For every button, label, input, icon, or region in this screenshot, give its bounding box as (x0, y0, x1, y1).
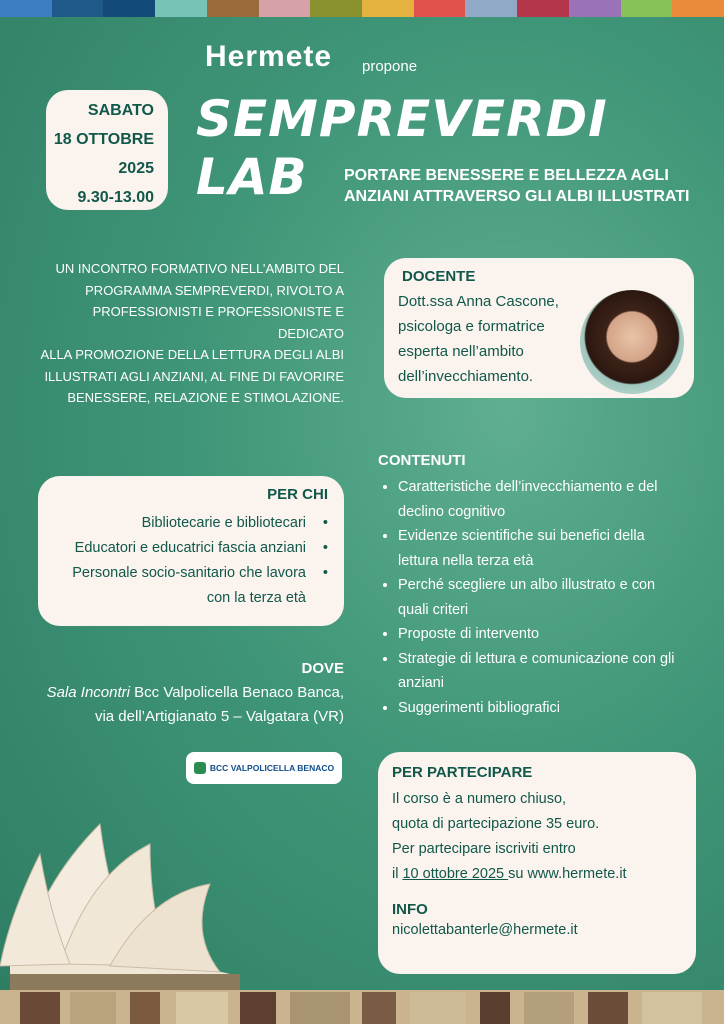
date-year: 2025 (118, 160, 154, 177)
list-item: • Evidenze scientifiche sui benefici della lettura nella terza età (398, 524, 678, 573)
subtitle (344, 165, 704, 207)
color-stripe (414, 0, 466, 17)
docente-title: DOCENTE (402, 268, 476, 285)
date-day: SABATO (87, 102, 154, 119)
intro-line: UN INCONTRO FORMATIVO NELL’AMBITO DEL (55, 261, 344, 276)
title-lab: LAB (196, 148, 308, 206)
docente-photo (580, 290, 684, 394)
color-stripe (52, 0, 104, 17)
color-stripe (103, 0, 155, 17)
list-item: • Suggerimenti bibliografici (398, 696, 678, 721)
dove-section (30, 660, 344, 729)
date-box (46, 90, 168, 210)
book-spines (0, 990, 724, 1024)
docente-line: Dott.ssa Anna Cascone, (398, 293, 559, 310)
books-illustration (0, 794, 724, 1024)
contenuti-title: CONTENUTI (378, 452, 466, 469)
list-item: • Proposte di intervento (398, 622, 678, 647)
dove-title: DOVE (301, 660, 344, 677)
list-item: Educatori e educatrici fascia anziani • (54, 536, 328, 561)
hermete-logo: Hermete (205, 40, 333, 73)
bcc-mark-icon (194, 762, 206, 774)
docente-line: psicologa e formatrice (398, 318, 545, 335)
subtitle-line-2: ANZIANI ATTRAVERSO GLI ALBI ILLUSTRATI (344, 188, 690, 205)
per-chi-card (38, 476, 344, 626)
date-time: 9.30-13.00 (77, 189, 154, 206)
docente-line: esperta nell’ambito (398, 343, 524, 360)
bcc-name: VALPOLICELLA BENACO (230, 763, 335, 773)
partecipare-line: Il corso è a numero chiuso, (392, 791, 567, 807)
color-stripe (259, 0, 311, 17)
color-stripe (465, 0, 517, 17)
contenuti-list (378, 475, 678, 720)
docente-line: dell’invecchiamento. (398, 368, 534, 385)
date-date: 18 OTTOBRE (53, 131, 154, 148)
color-stripe (155, 0, 207, 17)
color-stripe (207, 0, 259, 17)
open-book (0, 824, 240, 990)
intro-line: PROGRAMMA SEMPREVERDI, RIVOLTO A (85, 282, 344, 298)
bcc-logo (186, 752, 342, 784)
intro-line: BENESSERE, RELAZIONE E STIMOLAZIONE. (67, 390, 344, 405)
intro-line: ALLA PROMOZIONE DELLA LETTURA DEGLI ALBI (40, 347, 344, 362)
color-stripe (569, 0, 621, 17)
color-stripe (621, 0, 673, 17)
list-item: • Perché scegliere un albo illustrato e con quali criteri (398, 573, 678, 622)
color-stripe-bar (0, 0, 724, 17)
venue-bank: Bcc Valpolicella Benaco Banca, (129, 684, 344, 701)
title-sempreverdi: SEMPREVERDI (196, 90, 608, 148)
intro-line: PROFESSIONISTI E PROFESSIONISTE E DEDICATO (92, 304, 344, 341)
color-stripe (362, 0, 414, 17)
venue-name: Sala Incontri (46, 684, 130, 701)
docente-description (398, 289, 578, 389)
color-stripe (0, 0, 52, 17)
bcc-prefix: BCC (209, 763, 229, 773)
color-stripe (672, 0, 724, 17)
dove-address (30, 681, 344, 729)
propone-text: propone (362, 58, 418, 75)
website-link[interactable]: su www.hermete.it (508, 866, 627, 882)
docente-card (384, 258, 694, 398)
contenuti-section (378, 452, 678, 720)
partecipare-prefix: il (392, 866, 403, 882)
list-item: • Strategie di lettura e comunicazione con gli anziani (398, 647, 678, 696)
venue-street: via dell’Artigianato 5 – Valgatara (VR) (94, 708, 344, 725)
subtitle-line-1: PORTARE BENESSERE E BELLEZZA AGLI (344, 167, 669, 184)
partecipare-line: quota di partecipazione 35 euro. (392, 816, 600, 832)
list-item: Personale socio-sanitario che lavora con la terza età • (54, 561, 328, 611)
partecipare-title: PER PARTECIPARE (392, 764, 533, 781)
intro-text (30, 258, 344, 409)
intro-line: ILLUSTRATI AGLI ANZIANI, AL FINE DI FAVORIRE (44, 368, 344, 384)
color-stripe (517, 0, 569, 17)
color-stripe (310, 0, 362, 17)
per-chi-title: PER CHI (267, 486, 328, 503)
partecipare-line: Per partecipare iscriviti entro (392, 841, 576, 857)
list-item: Bibliotecarie e bibliotecari • (54, 511, 328, 536)
info-email-link[interactable]: nicolettabanterle@hermete.it (392, 922, 578, 938)
info-title: INFO (392, 901, 428, 918)
list-item: • Caratteristiche dell’invecchiamento e del declino cognitivo (398, 475, 678, 524)
deadline-date: 10 ottobre 2025 (402, 866, 509, 882)
per-chi-list (54, 511, 328, 611)
